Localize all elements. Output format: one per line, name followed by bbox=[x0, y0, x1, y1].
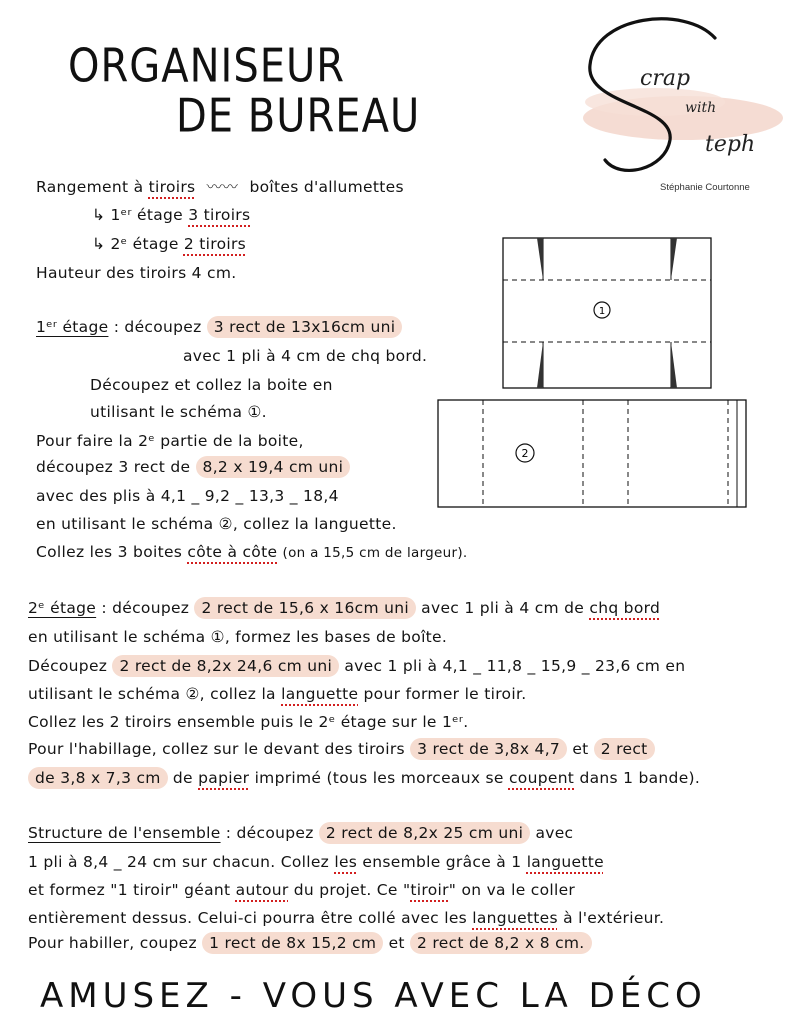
structure-dress-dims1: 1 rect de 8x 15,2 cm bbox=[202, 932, 383, 954]
etage2-line-1 bbox=[28, 601, 660, 617]
intro-line-4: Hauteur des tiroirs 4 cm. bbox=[36, 264, 237, 282]
etage1-line-5: Pour faire la 2ᵉ partie de la boite, bbox=[36, 432, 304, 450]
etage2-line-3 bbox=[28, 659, 685, 675]
intro-tiroirs: tiroirs bbox=[148, 178, 196, 196]
intro-line-1 bbox=[36, 180, 404, 196]
etage1-side-by-side: côte à côte bbox=[187, 543, 278, 561]
schema-1-mark: 1 bbox=[598, 306, 606, 317]
schema-2-mark: 2 bbox=[521, 447, 529, 460]
etage1-cut: : découpez bbox=[113, 318, 202, 336]
etage2-paper: papier bbox=[198, 769, 250, 787]
schema-1 bbox=[503, 238, 711, 388]
etage1-line-6 bbox=[36, 460, 350, 476]
logo-author: Stéphanie Courtonne bbox=[660, 182, 750, 193]
etage2-printed: imprimé (tous les morceaux se bbox=[254, 769, 504, 787]
structure-dress: Pour habiller, coupez bbox=[28, 934, 197, 952]
etage2-line-4 bbox=[28, 687, 526, 703]
intro-level1: ↳ 1ᵉʳ étage bbox=[92, 206, 183, 224]
logo-word-with: with bbox=[685, 100, 717, 116]
etage2-form-drawer: pour former le tiroir. bbox=[363, 685, 527, 703]
etage2-line-5: Collez les 2 tiroirs ensemble puis le 2ᵉ étage sur le 1ᵉʳ. bbox=[28, 713, 469, 731]
etage1-line-2: avec 1 pli à 4 cm de chq bord. bbox=[183, 347, 428, 365]
structure-tabs: languettes bbox=[472, 909, 558, 927]
intro-line-3 bbox=[92, 237, 246, 253]
wavy-arrow-icon: 〰〰 bbox=[206, 178, 239, 196]
structure-giant-drawer: et formez "1 tiroir" géant bbox=[28, 881, 231, 899]
schema-diagrams bbox=[430, 230, 792, 520]
etage1-width-note: (on a 15,5 cm de largeur). bbox=[282, 545, 468, 561]
etage2-and: et bbox=[572, 740, 589, 758]
structure-fold: 1 pli à 8,4 _ 24 cm sur chacun. Collez bbox=[28, 853, 330, 871]
structure-project: du projet. Ce " bbox=[293, 881, 411, 899]
title-line-1: ORGANISEUR bbox=[68, 40, 346, 93]
etage2-one-strip: dans 1 bande). bbox=[579, 769, 701, 787]
structure-with: avec bbox=[535, 824, 574, 842]
etage2-folds: avec 1 pli à 4,1 _ 11,8 _ 15,9 _ 23,6 cm en bbox=[344, 657, 686, 675]
etage2-tab: languette bbox=[281, 685, 359, 703]
structure-dress-dims2: 2 rect de 8,2 x 8 cm. bbox=[410, 932, 592, 954]
etage1-line-1 bbox=[36, 320, 402, 336]
intro-line-2 bbox=[92, 208, 250, 224]
etage2-using-schema: utilisant le schéma ②, collez la bbox=[28, 685, 276, 703]
structure-and: et bbox=[388, 934, 405, 952]
scrap-with-steph-logo bbox=[565, 10, 790, 200]
etage2-each-edge: chq bord bbox=[589, 599, 661, 617]
etage2-fold: avec 1 pli à 4 cm de bbox=[421, 599, 585, 617]
etage2-cut: : découpez bbox=[101, 599, 190, 617]
etage2-line-6 bbox=[28, 742, 655, 758]
structure-them: les bbox=[334, 853, 358, 871]
etage2-line-7 bbox=[28, 771, 700, 787]
intro-level1-drawers: 3 tiroirs bbox=[188, 206, 251, 224]
etage2-cut2: Découpez bbox=[28, 657, 108, 675]
title-line-2: DE BUREAU bbox=[176, 90, 421, 143]
etage2-cover-dims2a: 2 rect bbox=[594, 738, 655, 760]
structure-line-3 bbox=[28, 883, 575, 899]
etage2-of: de bbox=[172, 769, 193, 787]
etage1-cut-dims: 3 rect de 13x16cm uni bbox=[207, 316, 403, 338]
etage2-cut-dims: 2 rect de 15,6 x 16cm uni bbox=[194, 597, 415, 619]
structure-glue-it: " on va le coller bbox=[448, 881, 576, 899]
logo-graphic bbox=[565, 10, 790, 200]
etage2-cover: Pour l'habillage, collez sur le devant des tiroirs bbox=[28, 740, 405, 758]
footer-slogan: AMUSEZ - VOUS AVEC LA DÉCO bbox=[40, 976, 707, 1016]
intro-level2: ↳ 2ᵉ étage bbox=[92, 235, 179, 253]
etage2-cover-dims2b: de 3,8 x 7,3 cm bbox=[28, 767, 168, 789]
structure-cut: : découpez bbox=[225, 824, 314, 842]
etage2-cut2-dims: 2 rect de 8,2x 24,6 cm uni bbox=[112, 655, 339, 677]
logo-word-teph: teph bbox=[705, 132, 756, 157]
structure-cut-dims: 2 rect de 8,2x 25 cm uni bbox=[319, 822, 530, 844]
etage1-line-9 bbox=[36, 545, 468, 561]
etage1-cut2: découpez 3 rect de bbox=[36, 458, 191, 476]
intro-text: Rangement à bbox=[36, 178, 144, 196]
etage1-heading: 1ᵉʳ étage bbox=[36, 318, 109, 336]
etage1-line-3: Découpez et collez la boite en bbox=[90, 376, 333, 394]
schema-2 bbox=[438, 400, 746, 507]
structure-line-2 bbox=[28, 855, 604, 871]
etage2-cover-dims1: 3 rect de 3,8x 4,7 bbox=[410, 738, 567, 760]
etage1-cut2-dims: 8,2 x 19,4 cm uni bbox=[196, 456, 351, 478]
structure-line-5 bbox=[28, 936, 592, 952]
structure-outside: à l'extérieur. bbox=[563, 909, 665, 927]
intro-matchboxes: boîtes d'allumettes bbox=[249, 178, 404, 196]
structure-drawer-word: tiroir bbox=[410, 881, 449, 899]
structure-around: autour bbox=[235, 881, 289, 899]
etage1-line-4: utilisant le schéma ①. bbox=[90, 403, 267, 421]
etage2-cut-word: coupent bbox=[508, 769, 575, 787]
structure-heading: Structure de l'ensemble bbox=[28, 824, 221, 842]
structure-line-1 bbox=[28, 826, 573, 842]
etage2-heading: 2ᵉ étage bbox=[28, 599, 97, 617]
etage1-glue: Collez les 3 boites bbox=[36, 543, 183, 561]
etage2-line-2: en utilisant le schéma ①, formez les bases de boîte. bbox=[28, 628, 448, 646]
structure-entirely: entièrement dessus. Celui-ci pourra être collé avec les bbox=[28, 909, 468, 927]
etage1-line-7: avec des plis à 4,1 _ 9,2 _ 13,3 _ 18,4 bbox=[36, 487, 339, 505]
logo-word-crap: crap bbox=[640, 66, 691, 91]
etage1-line-8: en utilisant le schéma ②, collez la languette. bbox=[36, 515, 397, 533]
structure-line-4 bbox=[28, 911, 664, 927]
intro-level2-drawers: 2 tiroirs bbox=[183, 235, 247, 253]
structure-tab: languette bbox=[526, 853, 604, 871]
structure-together: ensemble grâce à 1 bbox=[362, 853, 522, 871]
